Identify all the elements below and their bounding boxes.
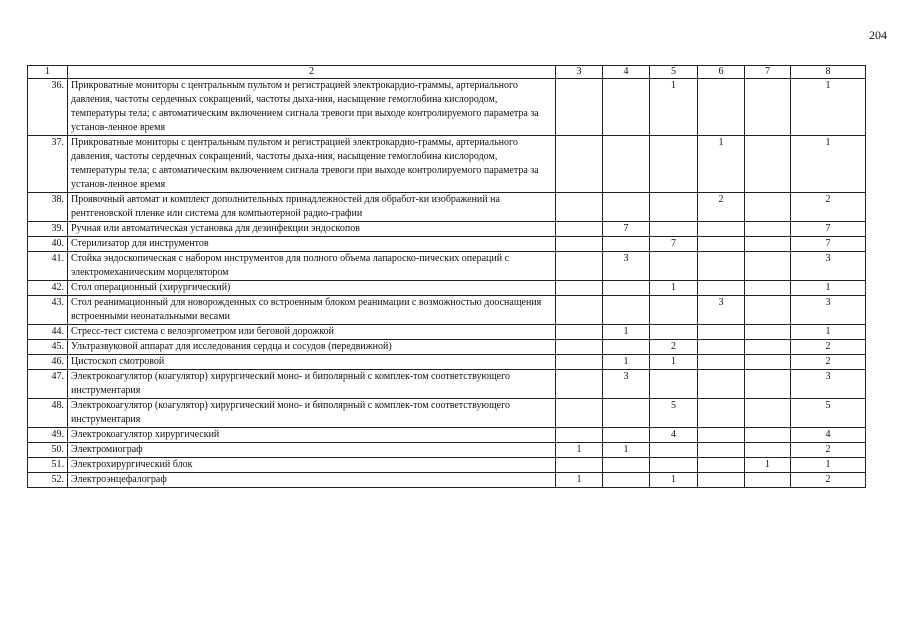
row-number: 40. [28, 237, 68, 252]
quantity-cell: 1 [650, 281, 698, 296]
quantity-cell [745, 399, 791, 428]
table-row [28, 443, 866, 458]
quantity-cell: 3 [791, 296, 866, 325]
equipment-name: Стресс-тест система с велоэргометром или беговой дорожкой [68, 325, 556, 340]
quantity-cell: 1 [698, 136, 745, 193]
quantity-cell [745, 325, 791, 340]
quantity-cell [698, 252, 745, 281]
quantity-cell: 1 [791, 79, 866, 136]
quantity-cell [745, 443, 791, 458]
table-row [28, 79, 866, 136]
quantity-cell [650, 222, 698, 237]
quantity-cell [603, 79, 650, 136]
quantity-cell [698, 370, 745, 399]
quantity-cell: 3 [603, 252, 650, 281]
column-header: 4 [603, 66, 650, 79]
quantity-cell: 1 [603, 325, 650, 340]
table-row [28, 399, 866, 428]
quantity-cell [650, 252, 698, 281]
table-row [28, 428, 866, 443]
table-row [28, 296, 866, 325]
quantity-cell: 7 [650, 237, 698, 252]
quantity-cell: 1 [791, 136, 866, 193]
table-row [28, 370, 866, 399]
row-number: 49. [28, 428, 68, 443]
quantity-cell: 1 [556, 443, 603, 458]
row-number: 38. [28, 193, 68, 222]
quantity-cell [650, 136, 698, 193]
quantity-cell: 5 [650, 399, 698, 428]
quantity-cell [556, 458, 603, 473]
quantity-cell: 2 [650, 340, 698, 355]
quantity-cell: 7 [603, 222, 650, 237]
quantity-cell [650, 443, 698, 458]
quantity-cell [650, 458, 698, 473]
quantity-cell [698, 443, 745, 458]
quantity-cell [745, 296, 791, 325]
quantity-cell: 5 [791, 399, 866, 428]
quantity-cell: 3 [791, 370, 866, 399]
equipment-name: Электроэнцефалограф [68, 473, 556, 488]
quantity-cell [556, 428, 603, 443]
quantity-cell [603, 458, 650, 473]
quantity-cell [698, 428, 745, 443]
quantity-cell [603, 473, 650, 488]
table-header-row [28, 66, 866, 79]
quantity-cell: 2 [791, 355, 866, 370]
quantity-cell [745, 222, 791, 237]
column-header: 2 [68, 66, 556, 79]
quantity-cell [745, 340, 791, 355]
quantity-cell [745, 136, 791, 193]
quantity-cell [556, 222, 603, 237]
quantity-cell: 1 [791, 458, 866, 473]
quantity-cell [745, 473, 791, 488]
table-row [28, 252, 866, 281]
row-number: 36. [28, 79, 68, 136]
column-header: 3 [556, 66, 603, 79]
equipment-name: Стол реанимационный для новорожденных со встроенным блоком реанимации с возможностью дооснащения встроенными неонатальными весами [68, 296, 556, 325]
quantity-cell [745, 79, 791, 136]
table-row [28, 222, 866, 237]
quantity-cell: 1 [603, 355, 650, 370]
equipment-name: Ручная или автоматическая установка для дезинфекции эндоскопов [68, 222, 556, 237]
quantity-cell [603, 428, 650, 443]
equipment-table [27, 65, 866, 488]
quantity-cell [698, 237, 745, 252]
quantity-cell [650, 370, 698, 399]
table-row [28, 193, 866, 222]
column-header: 5 [650, 66, 698, 79]
quantity-cell [698, 458, 745, 473]
row-number: 46. [28, 355, 68, 370]
column-header: 1 [28, 66, 68, 79]
quantity-cell: 7 [791, 237, 866, 252]
quantity-cell: 1 [556, 473, 603, 488]
quantity-cell: 2 [698, 193, 745, 222]
quantity-cell [745, 370, 791, 399]
equipment-name: Электрокоагулятор (коагулятор) хирургический моно- и биполярный с комплек-том соответствующего инструментария [68, 399, 556, 428]
quantity-cell [556, 296, 603, 325]
row-number: 52. [28, 473, 68, 488]
quantity-cell [698, 79, 745, 136]
quantity-cell [603, 399, 650, 428]
quantity-cell: 1 [650, 473, 698, 488]
quantity-cell: 1 [791, 325, 866, 340]
row-number: 45. [28, 340, 68, 355]
quantity-cell [603, 193, 650, 222]
column-header: 6 [698, 66, 745, 79]
quantity-cell: 2 [791, 473, 866, 488]
equipment-name: Прикроватные мониторы с центральным пультом и регистрацией электрокардио-граммы, артериального давления, частоты сердечных сокращений, частоты дыха-ния, насыщение гемоглобина кислородом, температуры тела; с автоматическим включением сигнала тревоги при выходе контролируемого параметра за установ-ленное время [68, 79, 556, 136]
row-number: 37. [28, 136, 68, 193]
quantity-cell [603, 237, 650, 252]
quantity-cell [556, 237, 603, 252]
column-header: 7 [745, 66, 791, 79]
table-row [28, 340, 866, 355]
quantity-cell [698, 473, 745, 488]
quantity-cell [650, 296, 698, 325]
equipment-name: Цистоскоп смотровой [68, 355, 556, 370]
table-row [28, 136, 866, 193]
table-row [28, 325, 866, 340]
quantity-cell: 4 [791, 428, 866, 443]
equipment-name: Стерилизатор для инструментов [68, 237, 556, 252]
quantity-cell: 3 [698, 296, 745, 325]
equipment-name: Стол операционный (хирургический) [68, 281, 556, 296]
table-row [28, 237, 866, 252]
row-number: 47. [28, 370, 68, 399]
quantity-cell [698, 355, 745, 370]
quantity-cell: 1 [650, 355, 698, 370]
equipment-name: Проявочный автомат и комплект дополнительных принадлежностей для обработ-ки изображений на рентгеновской пленке или система для компьютерной радио-графии [68, 193, 556, 222]
quantity-cell: 2 [791, 193, 866, 222]
quantity-cell [745, 428, 791, 443]
table-row [28, 281, 866, 296]
quantity-cell [698, 222, 745, 237]
quantity-cell: 7 [791, 222, 866, 237]
quantity-cell: 4 [650, 428, 698, 443]
quantity-cell: 1 [791, 281, 866, 296]
quantity-cell: 1 [650, 79, 698, 136]
quantity-cell: 2 [791, 340, 866, 355]
quantity-cell [603, 296, 650, 325]
equipment-name: Прикроватные мониторы с центральным пультом и регистрацией электрокардио-граммы, артериального давления, частоты сердечных сокращений, частоты дыха-ния, насыщение гемоглобина кислородом, температуры тела; с автоматическим включением сигнала тревоги при выходе контролируемого параметра за установ-ленное время [68, 136, 556, 193]
quantity-cell [745, 193, 791, 222]
equipment-name: Ультразвуковой аппарат для исследования сердца и сосудов (передвижной) [68, 340, 556, 355]
quantity-cell [650, 193, 698, 222]
row-number: 44. [28, 325, 68, 340]
row-number: 43. [28, 296, 68, 325]
quantity-cell [556, 399, 603, 428]
quantity-cell: 1 [603, 443, 650, 458]
quantity-cell [650, 325, 698, 340]
quantity-cell [556, 325, 603, 340]
equipment-name: Электрокоагулятор (коагулятор) хирургический моно- и биполярный с комплек-том соответствующего инструментария [68, 370, 556, 399]
quantity-cell [556, 136, 603, 193]
quantity-cell [556, 370, 603, 399]
quantity-cell [698, 399, 745, 428]
table-row [28, 355, 866, 370]
quantity-cell [698, 340, 745, 355]
column-header: 8 [791, 66, 866, 79]
quantity-cell: 3 [603, 370, 650, 399]
quantity-cell: 3 [791, 252, 866, 281]
row-number: 42. [28, 281, 68, 296]
quantity-cell: 2 [791, 443, 866, 458]
table-row [28, 458, 866, 473]
quantity-cell: 1 [745, 458, 791, 473]
row-number: 39. [28, 222, 68, 237]
row-number: 48. [28, 399, 68, 428]
table-row [28, 473, 866, 488]
quantity-cell [745, 237, 791, 252]
quantity-cell [556, 355, 603, 370]
quantity-cell [556, 79, 603, 136]
quantity-cell [556, 340, 603, 355]
row-number: 51. [28, 458, 68, 473]
equipment-name: Стойка эндоскопическая с набором инструментов для полного объема лапароско-пических операций с электромеханическим морцелятором [68, 252, 556, 281]
quantity-cell [556, 281, 603, 296]
row-number: 50. [28, 443, 68, 458]
row-number: 41. [28, 252, 68, 281]
equipment-name: Электрохирургический блок [68, 458, 556, 473]
page-number: 204 [869, 28, 887, 42]
equipment-name: Электромиограф [68, 443, 556, 458]
quantity-cell [698, 325, 745, 340]
quantity-cell [556, 252, 603, 281]
quantity-cell [745, 281, 791, 296]
quantity-cell [745, 252, 791, 281]
quantity-cell [745, 355, 791, 370]
quantity-cell [556, 193, 603, 222]
quantity-cell [698, 281, 745, 296]
quantity-cell [603, 281, 650, 296]
quantity-cell [603, 136, 650, 193]
quantity-cell [603, 340, 650, 355]
equipment-name: Электрокоагулятор хирургический [68, 428, 556, 443]
